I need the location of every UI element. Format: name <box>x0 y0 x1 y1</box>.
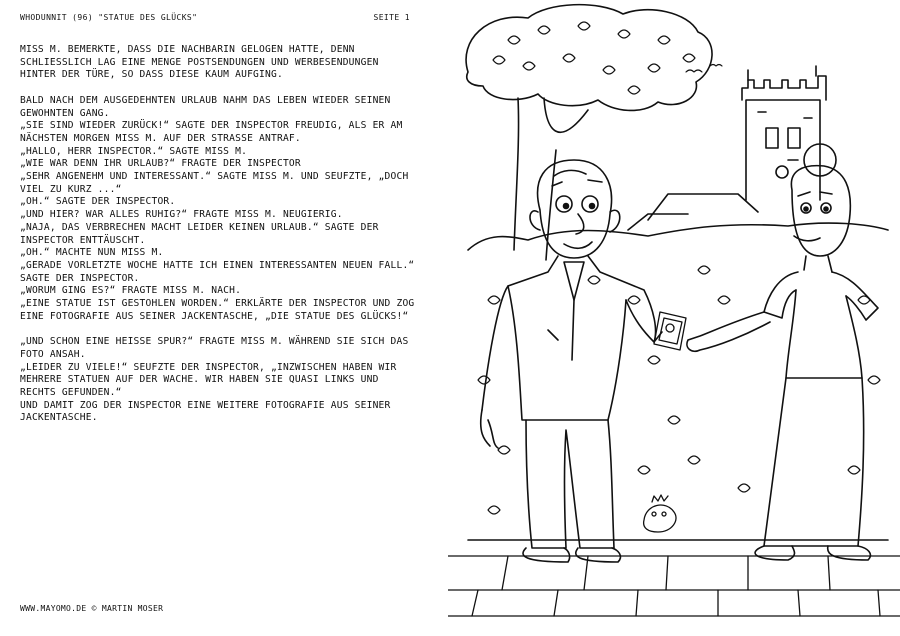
paragraph-gap <box>20 82 418 95</box>
paragraph: „UND SCHON EINE HEISSE SPUR?“ FRAGTE MISS M. WÄHREND SIE SICH DAS FOTO ANSAH. <box>20 336 409 360</box>
tree-trunk <box>514 98 588 260</box>
page-header <box>20 13 410 22</box>
paragraph: BALD NACH DEM AUSGEDEHNTEN URLAUB NAHM DAS LEBEN WIEDER SEINEN GEWOHNTEN GANG. <box>20 94 391 119</box>
paragraph: UND DAMIT ZOG DER INSPECTOR EINE WEITERE FOTOGRAFIE AUS SEINER JACKENTASCHE. <box>20 399 391 424</box>
paragraph: „GERADE VORLETZTE WOCHE HATTE ICH EINEN INTERESSANTEN NEUEN FALL.“ SAGTE DER INSPECTOR. <box>20 259 415 284</box>
paragraph-gap <box>20 323 418 336</box>
paragraph: „WIE WAR DENN IHR URLAUB?“ FRAGTE DER INSPECTOR <box>20 158 301 170</box>
tree-leaves <box>493 22 695 94</box>
hedge <box>468 223 888 540</box>
inspector-figure <box>481 160 662 562</box>
hedge-leaves <box>478 266 880 514</box>
birds <box>686 65 722 73</box>
miss-m-figure <box>687 144 878 560</box>
paragraph: „LEIDER ZU VIELE!“ SEUFZTE DER INSPECTOR, „INZWISCHEN HABEN WIR MEHRERE STATUEN AUF DER WACHE. WIR HABEN SIE QUASI LINKS UND RECHTS GEFUNDEN.“ <box>20 361 397 398</box>
copyright-footer: WWW.MAYOMO.DE © MARTIN MOSER <box>20 604 164 613</box>
paragraph: „SEHR ANGENEHM UND INTERESSANT.“ SAGTE MISS M. UND SEUFZTE, „DOCH VIEL ZU KURZ ...“ <box>20 171 409 195</box>
page-number: SEITE 1 <box>373 13 410 22</box>
hedgehog <box>644 495 676 532</box>
paragraph: „EINE STATUE IST GESTOHLEN WORDEN.“ ERKLÄRTE DER INSPECTOR UND ZOG EINE FOTOGRAFIE AUS SEINER JACKENTASCHE, „DIE STATUE DES GLÜCKS!“ <box>20 298 415 322</box>
church-tower <box>742 66 826 200</box>
comic-illustration <box>448 0 900 636</box>
pavement <box>448 556 900 616</box>
paragraph: „UND HIER? WAR ALLES RUHIG?“ FRAGTE MISS M. NEUGIERIG. <box>20 209 343 221</box>
paragraph: „OH.“ MACHTE NUN MISS M. <box>20 247 164 259</box>
paragraph: MISS M. BEMERKTE, DASS DIE NACHBARIN GELOGEN HATTE, DENN SCHLIESSLICH LAG EINE MENGE POSTSENDUNGEN UND WERBESENDUNGEN HINTER DER TÜRE, SO DASS DIESE KAUM AUFGING. <box>20 44 379 81</box>
paragraph: „NAJA, DAS VERBRECHEN MACHT LEIDER KEINEN URLAUB.“ SAGTE DER INSPECTOR ENTTÄUSCHT. <box>20 221 379 246</box>
photo <box>654 312 686 350</box>
paragraph: „HALLO, HERR INSPECTOR.“ SAGTE MISS M. <box>20 145 248 157</box>
paragraph: „OH.“ SAGTE DER INSPECTOR. <box>20 196 176 208</box>
paragraph: „WORUM GING ES?“ FRAGTE MISS M. NACH. <box>20 285 242 297</box>
story-text <box>20 44 418 425</box>
paragraph: „SIE SIND WIEDER ZURÜCK!“ SAGTE DER INSPECTOR FREUDIG, ALS ER AM NÄCHSTEN MORGEN MISS M. AUF DER STRASSE ANTRAF. <box>20 120 403 144</box>
story-title: WHODUNNIT (96) "STATUE DES GLÜCKS" <box>20 13 198 22</box>
